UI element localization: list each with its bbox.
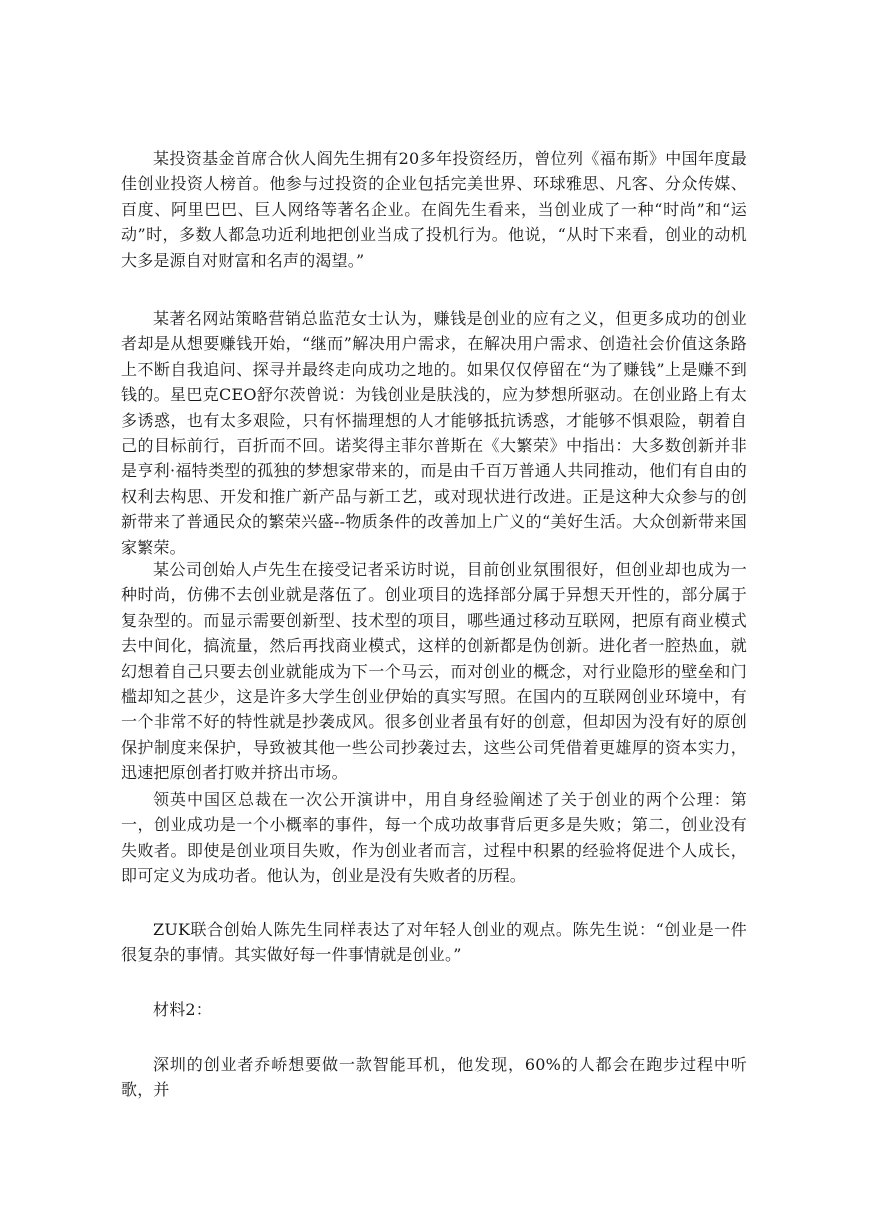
paragraph-shenzhen-earphone: 深圳的创业者乔峤想要做一款智能耳机，他发现，60%的人都会在跑步过程中听歌，并 [121, 1055, 747, 1100]
paragraph-yan-investor: 某投资基金首席合伙人阎先生拥有20多年投资经历，曾位列《福布斯》中国年度最佳创业投资人榜首。他参与过投资的企业包括完美世界、环球雅思、凡客、分众传媒、百度、阿里巴巴、巨人网络等著名企业。在阎先生看来，当创业成了一种“时尚”和“运动”时，多数人都急功近利地把创业当成了投机行为。他说，“从时下来看，创业的动机大多是源自对财富和名声的渴望。” [121, 149, 747, 270]
paragraph-linkedin-president: 领英中国区总裁在一次公开演讲中，用自身经验阐述了关于创业的两个公理：第一，创业成功是一个小概率的事件，每一个成功故事背后更多是失败；第二，创业没有失败者。即使是创业项目失败，作为创业者而言，过程中积累的经验将促进个人成长，即可定义为成功者。他认为，创业是没有失败者的历程。 [121, 790, 747, 886]
paragraph-lu-founder: 某公司创始人卢先生在接受记者采访时说，目前创业氛围很好，但创业却也成为一种时尚，仿佛不去创业就是落伍了。创业项目的选择部分属于异想天开性的，部分属于复杂型的。而显示需要创新型、技术型的项目，哪些通过移动互联网，把原有商业模式去中间化，搞流量，然后再找商业模式，这样的创新都是伪创新。进化者一腔热血，就幻想着自己只要去创业就能成为下一个马云，而对创业的概念，对行业隐形的壁垒和门槛却知之甚少，这是许多大学生创业伊始的真实写照。在国内的互联网创业环境中，有一个非常不好的特性就是抄袭成风。很多创业者虽有好的创意，但却因为没有好的原创保护制度来保护，导致被其他一些公司抄袭过去，这些公司凭借着更雄厚的资本实力，迅速把原创者打败并挤出市场。 [121, 560, 747, 783]
paragraph-zuk-chen: ZUK联合创始人陈先生同样表达了对年轻人创业的观点。陈先生说：“创业是一件很复杂的事情。其实做好每一件事情就是创业。” [121, 920, 747, 965]
section-heading-material-2: 材料2： [153, 1000, 212, 1019]
paragraph-fan-marketing: 某著名网站策略营销总监范女士认为，赚钱是创业的应有之义，但更多成功的创业者却是从想要赚钱开始，“继而”解决用户需求，在解决用户需求、创造社会价值这条路上不断自我追问、探寻并最终走向成功之地的。如果仅仅停留在“为了赚钱”上是赚不到钱的。星巴克CEO舒尔茨曾说：为钱创业是肤浅的，应为梦想所驱动。在创业路上有太多诱惑，也有太多艰险，只有怀揣理想的人才能够抵抗诱惑，才能够不惧艰险，朝着自己的目标前行，百折而不回。诺奖得主菲尔普斯在《大繁荣》中指出：大多数创新并非是亨利·福特类型的孤独的梦想家带来的，而是由千百万普通人共同推动，他们有自由的权利去构思、开发和推广新产品与新工艺，或对现状进行改进。正是这种大众参与的创新带来了普通民众的繁荣兴盛--物质条件的改善加上广义的“美好生活。大众创新带来国家繁荣。 [121, 309, 747, 557]
